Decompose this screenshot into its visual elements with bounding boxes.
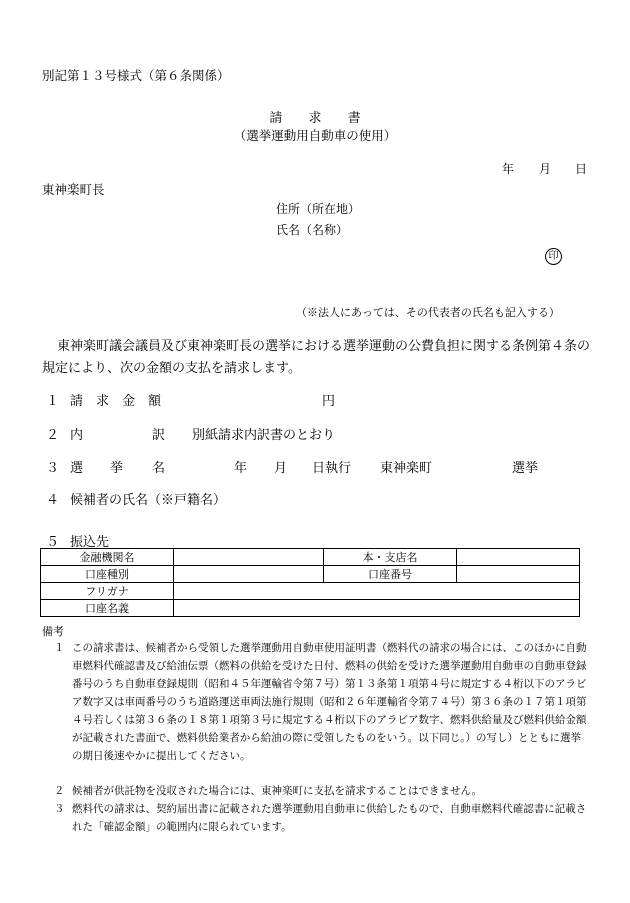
note-1	[54, 639, 589, 765]
branch-label: 本・支店名	[324, 549, 457, 566]
item-number: ５	[46, 535, 60, 550]
item-request-amount	[46, 390, 336, 409]
bank-account-table	[40, 548, 580, 617]
item-number: ４	[46, 493, 60, 508]
item-label: 振込先	[70, 535, 110, 550]
note-number: ２	[54, 785, 65, 797]
item-label: 候補者の氏名（※戸籍名）	[70, 493, 227, 508]
title-char-2: 求	[308, 111, 322, 126]
note-number: １	[54, 642, 65, 654]
account-type-field[interactable]	[174, 566, 324, 583]
item-label-a: 選	[70, 461, 84, 476]
breakdown-value: 別紙請求内訳書のとおり	[192, 428, 336, 443]
branch-field[interactable]	[457, 549, 580, 566]
note-text: この請求書は、候補者から受領した選挙運動用自動車使用証明書（燃料代の請求の場合には、このほかに自動車燃料代確認書及び給油伝票（燃料の供給を受けた日付、燃料の供給を受けた選挙運動用自動車の自動車登録番号のうち自動車登録規則（昭和４５年運輸省令第７号）第１３条第１項第４号に規定する４桁以下のアラビア数字又は車両番号のうち道路運送車両法施行規則（昭和２６年運輸省令第７４号）第３６条の１７第１項第４号若しくは第３６条の１８第１項第３号に規定する４桁以下のアラビア数字、燃料供給量及び燃料供給金額が記載された書面で、燃料供給業者から給油の際に受領したものをいう。以下同じ。）の写し）とともに選挙の期日後速やかに提出してください。	[72, 642, 587, 762]
item-label-b: 訳	[152, 428, 166, 443]
item-label-b: 挙	[110, 461, 124, 476]
amount-unit: 円	[322, 394, 336, 409]
election-day-executed: 日執行	[312, 461, 352, 476]
note-3	[54, 800, 589, 836]
item-election-name	[46, 457, 539, 476]
furigana-field[interactable]	[174, 583, 580, 600]
title-char-1: 請	[269, 111, 283, 126]
item-number: ３	[46, 461, 60, 476]
note-2	[54, 782, 589, 800]
item-candidate-name	[46, 489, 227, 508]
account-number-field[interactable]	[457, 566, 580, 583]
account-type-label: 口座種別	[41, 566, 174, 583]
note-text: 燃料代の請求は、契約届出書に記載された選挙運動用自動車に供給したもので、自動車燃料代確認書に記載された「確認金額」の範囲内に限られています。	[72, 803, 587, 833]
account-name-label: 口座名義	[41, 600, 174, 617]
name-label: 氏名（名称）	[276, 223, 349, 237]
item-number: １	[46, 394, 60, 409]
item-label: 請 求 金 額	[70, 394, 162, 409]
request-paragraph: 東神楽町議会議員及び東神楽町長の選挙における選挙運動の公費負担に関する条例第４条の規定により、次の金額の支払を請求します。	[42, 339, 591, 376]
date-day: 日	[575, 162, 588, 176]
note-number: ３	[54, 803, 65, 815]
note-text: 候補者が供託物を没収された場合には、東神楽町に支払を請求することはできません。	[72, 785, 483, 797]
notes-heading: 備考	[42, 625, 64, 638]
bank-name-label: 金融機関名	[41, 549, 174, 566]
furigana-label: フリガナ	[41, 583, 174, 600]
item-breakdown	[46, 424, 336, 443]
corporation-note: （※法人にあっては、その代表者の氏名も記入する）	[296, 306, 560, 319]
form-number: 別記第１３号様式（第６条関係）	[42, 68, 230, 83]
item-label-c: 名	[152, 461, 166, 476]
title-char-3: 書	[347, 111, 361, 126]
seal-mark: 印	[545, 248, 562, 265]
bank-name-field[interactable]	[174, 549, 324, 566]
document-title	[0, 107, 630, 126]
date-year: 年	[502, 162, 515, 176]
address-label: 住所（所在地）	[276, 202, 361, 216]
election-year: 年	[234, 461, 248, 476]
election-month: 月	[274, 461, 288, 476]
election-town: 東神楽町	[380, 461, 433, 476]
item-number: ２	[46, 428, 60, 443]
account-name-field[interactable]	[174, 600, 580, 617]
document-subtitle: （選挙運動用自動車の使用）	[233, 128, 397, 143]
election-suffix: 選挙	[512, 461, 539, 476]
account-number-label: 口座番号	[324, 566, 457, 583]
date-month: 月	[539, 162, 552, 176]
recipient: 東神楽町長	[42, 182, 105, 197]
item-label-a: 内	[70, 428, 84, 443]
